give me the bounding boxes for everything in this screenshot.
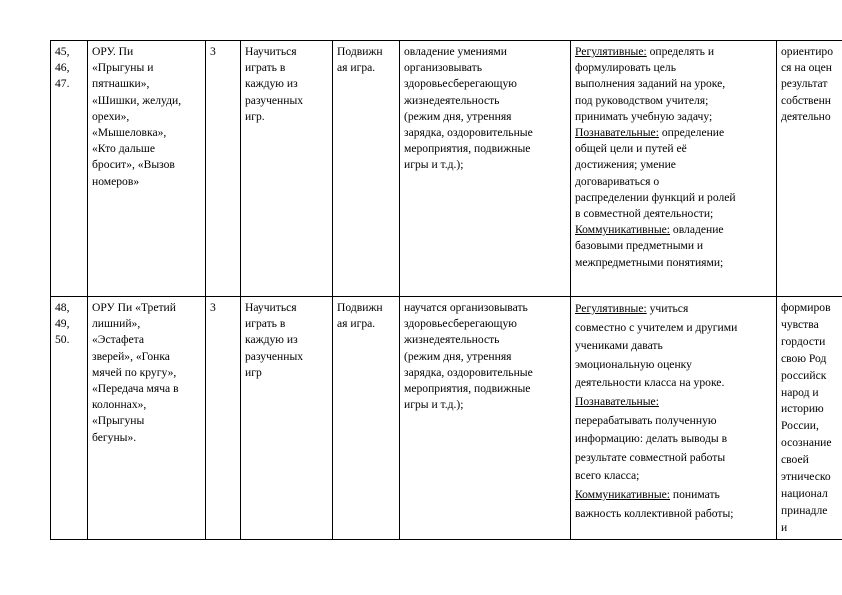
personal-line: принадле [781,503,828,517]
personal-line: этническо [781,470,831,484]
uud-text: определять и [646,45,715,58]
goals-cell [241,297,333,540]
uud-line [575,300,773,319]
content-line: орехи», [92,109,130,123]
regulative-label: Регулятивные: [575,302,647,315]
personal-line: ся на оцен [781,61,832,75]
personal-line: гордости [781,334,826,348]
table-row [51,41,842,297]
subject-result-line: зарядка, оздоровительные [404,365,533,379]
goal-line: Научиться [245,301,297,314]
subject-result-line: мероприятия, подвижные [404,382,531,396]
subject-result-line: (режим дня, утренняя [404,349,512,363]
personal-line: историю [781,402,824,416]
content-line: колоннах», [92,398,147,412]
goals-cell [241,41,333,297]
uud-line [575,44,773,60]
uud-line: всего класса; [575,469,640,483]
subject-result-line: игры и т.д.); [404,398,464,412]
uud-line: перерабатывать полученную [575,413,717,427]
content-line: ОРУ Пи «Третий [92,301,176,314]
subject-result-line: зарядка, оздоровительные [404,126,533,140]
personal-line: народ и [781,385,819,399]
lesson-number: 48, [55,301,70,314]
goal-line: разученных [245,93,304,107]
content-line: «Передача мяча в [92,382,179,396]
personal-line: деятельно [781,109,831,123]
personal-line: и [781,520,788,534]
uud-line: важность коллективной работы; [575,506,734,520]
uud-line: информацию: делать выводы в [575,432,728,446]
goal-line: Научиться [245,45,297,58]
lesson-numbers-cell [51,41,88,297]
activity-cell [333,297,400,540]
personal-results-cell [777,41,842,297]
goal-line: игр [245,365,262,379]
goal-line: играть в [245,61,286,75]
uud-line: учениками давать [575,339,663,353]
activity-line: Подвижн [337,301,383,314]
subject-result-line: здоровьесберегающую [404,77,517,91]
content-line: лишний», [92,317,141,331]
content-line: ОРУ. Пи [92,45,134,58]
hours-cell [206,297,241,540]
personal-line: российск [781,368,827,382]
personal-line: России, [781,419,819,433]
uud-line: в совместной деятельности; [575,207,714,221]
subject-result-line: организовывать [404,61,482,75]
uud-text: определение [658,126,725,140]
subject-result-line: игры и т.д.); [404,158,464,172]
lesson-number: 45, [55,45,70,58]
uud-line: выполнения заданий на уроке, [575,77,726,91]
content-line: номеров» [92,174,140,188]
uud-cell [571,41,777,297]
subject-result-line: мероприятия, подвижные [404,142,531,156]
personal-line: формиров [781,301,831,314]
content-line: «Шишки, желуди, [92,93,182,107]
uud-line: общей цели и путей её [575,142,687,156]
content-line: мячей по кругу», [92,365,177,379]
subject-results-cell [400,41,571,297]
thematic-plan-table [50,40,842,540]
uud-text: понимать [670,487,720,501]
uud-line: результате совместной работы [575,450,726,464]
uud-cell [571,297,777,540]
cognitive-label: Познавательные: [575,126,659,140]
activity-line: ая игра. [337,317,376,331]
uud-line: распределении функций и ролей [575,190,736,204]
subject-result-line: (режим дня, утренняя [404,109,512,123]
lesson-content-cell [88,41,206,297]
personal-line: ориентиро [781,45,834,58]
content-line: зверей», «Гонка [92,349,170,363]
lesson-number: 49, [55,317,70,331]
goal-line: играть в [245,317,286,331]
cognitive-label: Познавательные: [575,394,659,408]
uud-line [575,486,773,505]
subject-result-line: жизнедеятельность [404,93,500,107]
content-line: пятнашки», [92,77,150,91]
activity-line: ая игра. [337,61,376,75]
hours-value: 3 [210,45,216,58]
goal-line: игр. [245,109,265,123]
personal-line: осознание [781,436,832,450]
personal-results-cell [777,297,842,540]
content-line: «Эстафета [92,333,144,347]
personal-line: национал [781,486,828,500]
hours-cell [206,41,241,297]
communicative-label: Коммуникативные: [575,487,671,501]
hours-value: 3 [210,301,216,314]
personal-line: своей [781,453,809,467]
content-line: бегуны». [92,430,137,444]
activity-cell [333,41,400,297]
uud-line: формулировать цель [575,61,676,75]
goal-line: разученных [245,349,304,363]
content-line: «Кто дальше [92,142,155,156]
uud-line [575,393,773,412]
communicative-label: Коммуникативные: [575,223,671,237]
uud-line: совместно с учителем и другими [575,320,738,334]
uud-text: учиться [646,302,689,315]
uud-line [575,125,773,141]
goal-line: каждую из [245,77,298,91]
uud-line: межпредметными понятиями; [575,255,724,269]
content-line: «Мышеловка», [92,126,167,140]
subject-result-line: жизнедеятельность [404,333,500,347]
content-line: бросит», «Вызов [92,158,175,172]
personal-line: результат [781,77,828,91]
subject-result-line: научатся организовывать [404,301,528,314]
content-line: «Прыгуны [92,414,145,428]
uud-line [575,222,773,238]
table-row [51,297,842,540]
uud-text: овладение [670,223,724,237]
uud-line: эмоциональную оценку [575,357,692,371]
lesson-numbers-cell [51,297,88,540]
lesson-number: 47. [55,77,70,91]
uud-line: базовыми предметными и [575,239,704,253]
uud-line: договариваться о [575,174,660,188]
uud-line: достижения; умение [575,158,676,172]
activity-line: Подвижн [337,45,383,58]
uud-line: под руководством учителя; [575,93,709,107]
regulative-label: Регулятивные: [575,45,647,58]
lesson-number: 50. [55,333,70,347]
personal-line: чувства [781,317,819,331]
subject-result-line: овладение умениями [404,45,507,58]
lesson-number: 46, [55,61,70,75]
content-line: «Прыгуны и [92,61,154,75]
uud-line: деятельности класса на уроке. [575,376,725,390]
subject-results-cell [400,297,571,540]
lesson-content-cell [88,297,206,540]
subject-result-line: здоровьесберегающую [404,317,517,331]
goal-line: каждую из [245,333,298,347]
personal-line: свою Род [781,351,827,365]
personal-line: собственн [781,93,832,107]
uud-line: принимать учебную задачу; [575,109,713,123]
